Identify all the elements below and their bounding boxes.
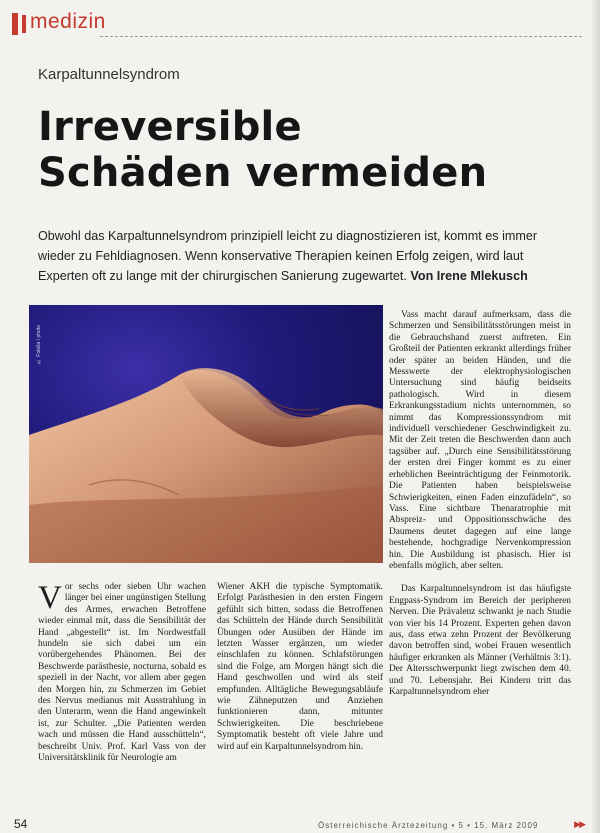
publication-footer: Österreichische Ärztezeitung • 5 • 15. März 2009	[318, 821, 539, 830]
column-3-paragraph-2: Das Karpaltunnelsyndrom ist das häufigste Engpass-Syndrom im Bereich der peripheren Nerven. Die Prävalenz schwankt je nach Studie von vier bis 14 Prozent. Experten gehen davon aus, dass etwa zehn Prozent der Bevölkerung davon betroffen sind, wobei Frauen wesentlich häufiger erkranken als Männer (Verhältnis 3:1). Der Altersschwerpunkt liegt zwischen dem 40. und 70. Lebensjahr. Bei Kindern tritt das Karpaltunnelsyndrom eher	[389, 584, 571, 697]
author-byline: Von Irene Mlekusch	[410, 269, 528, 283]
continue-arrow-icon: ▶▶	[574, 819, 584, 829]
column-3-paragraph-1: Vass macht darauf aufmerksam, dass die Schmerzen und Sensibilitätsstörungen meist in die Gebrauchshand zuerst auftreten. Ein Großteil der Patienten erkrankt allerdings früher oder später an beiden Händen, und die Messwerte der elektrophysiologischen Untersuchung sind häufig beidseits pathologisch. Wird in diesem Erkrankungsstadium nichts unternommen, so nimmt das Kompressionssyndrom mit individuell verschiedener Geschwindigkeit zu. Mit der Zeit treten die Beschwerden dann auch tagsüber auf. „Durch eine Sensibilitätsstörung der ersten drei Finger kommt es zu einer erheblichen Beeinträchtigung der Feinmotorik. Die Patienten haben beispielsweise Schwierigkeiten, einen Faden einzufädeln“, so Vass. Eine sichtbare Thenaratrophie mit Abspreiz- und Oppositionsschwäche des Daumens deutet dagegen auf eine lange bestehende, hochgradige Nervenkompression hin. Die Ausbildung ist phasisch. Hier ist ebenfalls möglich, aber selten.	[389, 310, 571, 571]
photo-credit: © Fotolia / photo	[36, 325, 42, 365]
headline	[38, 104, 487, 196]
hand-icon	[29, 305, 383, 563]
header-rule	[100, 36, 582, 37]
page-edge	[592, 0, 600, 833]
column-2-text: Wiener AKH die typische Symptomatik. Erfolgt Parästhesien in den ersten Fingern gefühlt sich bitten, sodass die Betroffenen das Schütteln der Hände durch Sensibilität Übungen oder Ausüben der Hände im letzten Wasser ergänzen, um wieder einschlafen zu können. Schlafstörungen sind die Folge, am Morgen hängt sich die Hand geschwollen und wird als steif empfunden. Alltägliche Bewegungsabläufe wie Zähneputzen und Anziehen funktionieren dann, mitunter Schwierigkeiten. Die beschriebene Symptomatik besteht oft viele Jahre und wird auf ein Karpaltunnelsyndrom hin.	[217, 582, 383, 752]
lead-text: Obwohl das Karpaltunnelsyndrom prinzipiell leicht zu diagnostizieren ist, kommt es immer wieder zu Fehldiagnosen. Wenn konservative Therapien keinen Erfolg zeigen, wird laut Experten oft zu lange mit der chirurgischen Sanierung zugewartet.	[38, 229, 538, 283]
headline-line-1: Irreversible	[38, 104, 302, 150]
kicker: Karpaltunnelsyndrom	[38, 66, 180, 83]
body-column-1	[38, 582, 206, 765]
column-1-text: or sechs oder sieben Uhr wachen länger bei einer ungünstigen Stellung des Armes, erwachen Betroffene wieder einmal mit, dass die Sensibilität der Hand „abgestellt“ ist. Im Nordwestfall hundeln sie sich dabei um ein vorübergehendes Phänomen. Bei der Beschwerde parästhesie, nocturna, sobald es speziell in der Nacht, vor allem aber gegen den Morgen hin, zu Schmerzen im Gebiet des Nervus medianus mit Ausstrahlung in den Unterarm, wenn die Hand angewinkelt ist, zur Schulter. „Die Patienten werden wach und müssen die Hand ausschütteln“, beschreibt Univ. Prof. Karl Vass von der Universitätsklinik für Neurologie am	[38, 582, 206, 764]
section-label: medizin	[30, 10, 106, 33]
body-column-3	[389, 310, 571, 698]
lead-paragraph	[38, 226, 568, 286]
hand-photo	[29, 305, 383, 563]
headline-line-2: Schäden vermeiden	[38, 150, 488, 196]
body-column-2	[217, 582, 383, 753]
section-marker-dash	[22, 15, 26, 33]
dropcap: V	[38, 580, 62, 616]
section-marker	[12, 13, 18, 35]
page-number: 54	[14, 817, 28, 831]
